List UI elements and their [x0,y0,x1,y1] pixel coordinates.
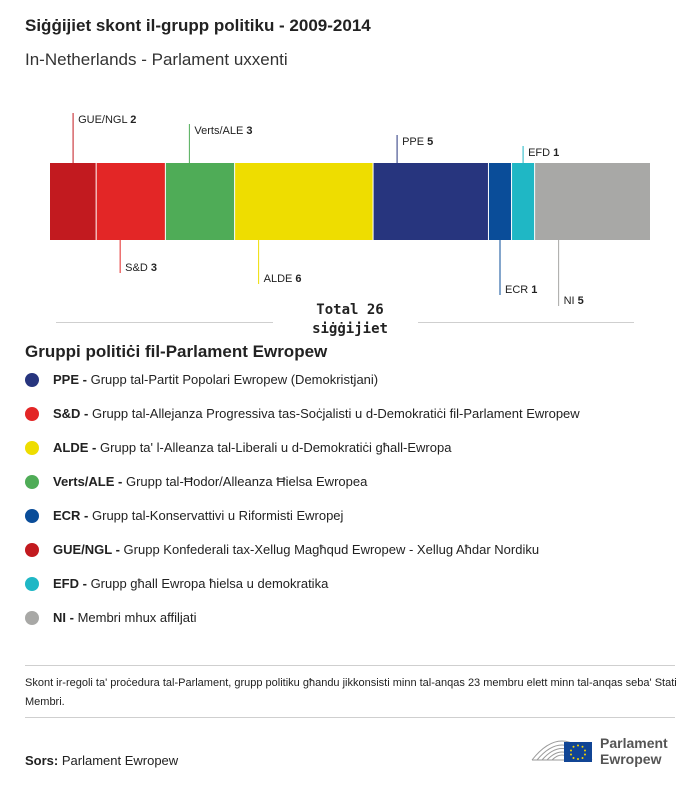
legend-swatch-alde [25,441,39,455]
segment-label-name-alde: ALDE [263,273,296,285]
segment-label-ppe [402,136,433,148]
segment-label-value-efd: 1 [553,147,560,159]
legend-abbr-ppe: PPE - [53,372,87,387]
note-divider-top [25,665,675,666]
segment-label-name-ni: NI [563,295,578,307]
legend-swatch-ecr [25,509,39,523]
legend-abbr-sd: S&D - [53,406,89,421]
logo-line2: Ewropew [600,751,662,767]
segment-label-name-efd: EFD [528,147,554,159]
bar-segment-ni [535,163,650,240]
logo-line1: Parlament [600,735,668,751]
source-line [25,753,178,768]
stacked-seat-bar-chart [0,100,700,307]
legend-desc-verts-ale: Grupp tal-Ħodor/Alleanza Ħielsa Ewropea [122,474,368,489]
source-value: Parlament Ewropew [58,753,179,768]
legend-desc-ni: Membri mhux affiljati [73,610,197,625]
legend-desc-ecr: Grupp tal-Konservattivi u Riformisti Ewropej [88,508,344,523]
bar-segment-gue-ngl [50,163,96,240]
total-seats-line2: siġġijiet [312,321,388,337]
legend-title: Gruppi politiċi fil-Parlament Ewropew [25,342,328,361]
legend-swatch-sd [25,407,39,421]
segment-label-value-verts-ale: 3 [246,125,253,137]
legend-desc-ppe: Grupp tal-Partit Popolari Ewropew (Demokristjani) [86,372,379,387]
bar-segment-ecr [488,163,511,240]
total-seats-line1: Total 26 [316,302,384,318]
legend-desc-gue-ngl: Grupp Konfederali tax-Xellug Magħqud Ewropew - Xellug Aħdar Nordiku [119,542,540,557]
legend-swatch-ppe [25,373,39,387]
segment-label-value-sd: 3 [150,262,157,274]
legend-abbr-ecr: ECR - [53,508,89,523]
legend-abbr-verts-ale: Verts/ALE - [53,474,123,489]
segment-label-value-gue-ngl: 2 [130,114,137,126]
segment-label-name-verts-ale: Verts/ALE [194,125,247,137]
segment-label-name-sd: S&D [125,262,151,274]
segment-label-value-ni: 5 [577,295,584,307]
bar-segment-sd [96,163,165,240]
chart-title: Siġġijiet skont il-grupp politiku - 2009-2014 [25,16,371,35]
legend-abbr-gue-ngl: GUE/NGL - [53,542,120,557]
segment-label-efd [528,147,559,159]
footnote: Skont ir-regoli ta' proċedura tal-Parlament, grupp politiku għandu jikkonsisti minn tal-anqas 23 membru elett minn tal-anqas seba' Stati Membri. [25,677,677,708]
legend-abbr-ni: NI - [53,610,74,625]
legend-desc-efd: Grupp għall Ewropa ħielsa u demokratika [86,576,329,591]
segment-label-ecr [505,284,537,296]
segment-label-verts-ale [194,125,252,137]
legend-desc-sd: Grupp tal-Allejanza Progressiva tas-Soċjalisti u d-Demokratiċi fil-Parlament Ewropew [88,406,580,421]
segment-label-value-ecr: 1 [531,284,538,296]
legend-swatch-gue-ngl [25,543,39,557]
legend-swatch-verts-ale [25,475,39,489]
legend-abbr-efd: EFD - [53,576,87,591]
segment-label-value-ppe: 5 [427,136,434,148]
note-divider-bottom [25,717,675,718]
bar-segment-efd [512,163,535,240]
bar-segment-verts-ale [165,163,234,240]
bar-segment-alde [235,163,373,240]
segment-label-gue-ngl [78,114,136,126]
parliament-logo-text [600,735,668,767]
source-label: Sors: [25,753,59,768]
legend-abbr-alde: ALDE - [53,440,97,455]
segment-label-value-alde: 6 [295,273,302,285]
chart-subtitle: In-Netherlands - Parlament uxxenti [25,50,288,69]
total-seats [0,301,700,339]
segment-label-sd [125,262,157,274]
segment-label-name-gue-ngl: GUE/NGL [78,114,131,126]
segment-label-alde [264,273,302,285]
segment-label-name-ppe: PPE [402,136,428,148]
segment-label-name-ecr: ECR [505,284,532,296]
legend-swatch-ni [25,611,39,625]
legend-swatch-efd [25,577,39,591]
legend-desc-alde: Grupp ta' l-Alleanza tal-Liberali u d-Demokratiċi għall-Ewropa [96,440,452,455]
bar-segment-ppe [373,163,488,240]
